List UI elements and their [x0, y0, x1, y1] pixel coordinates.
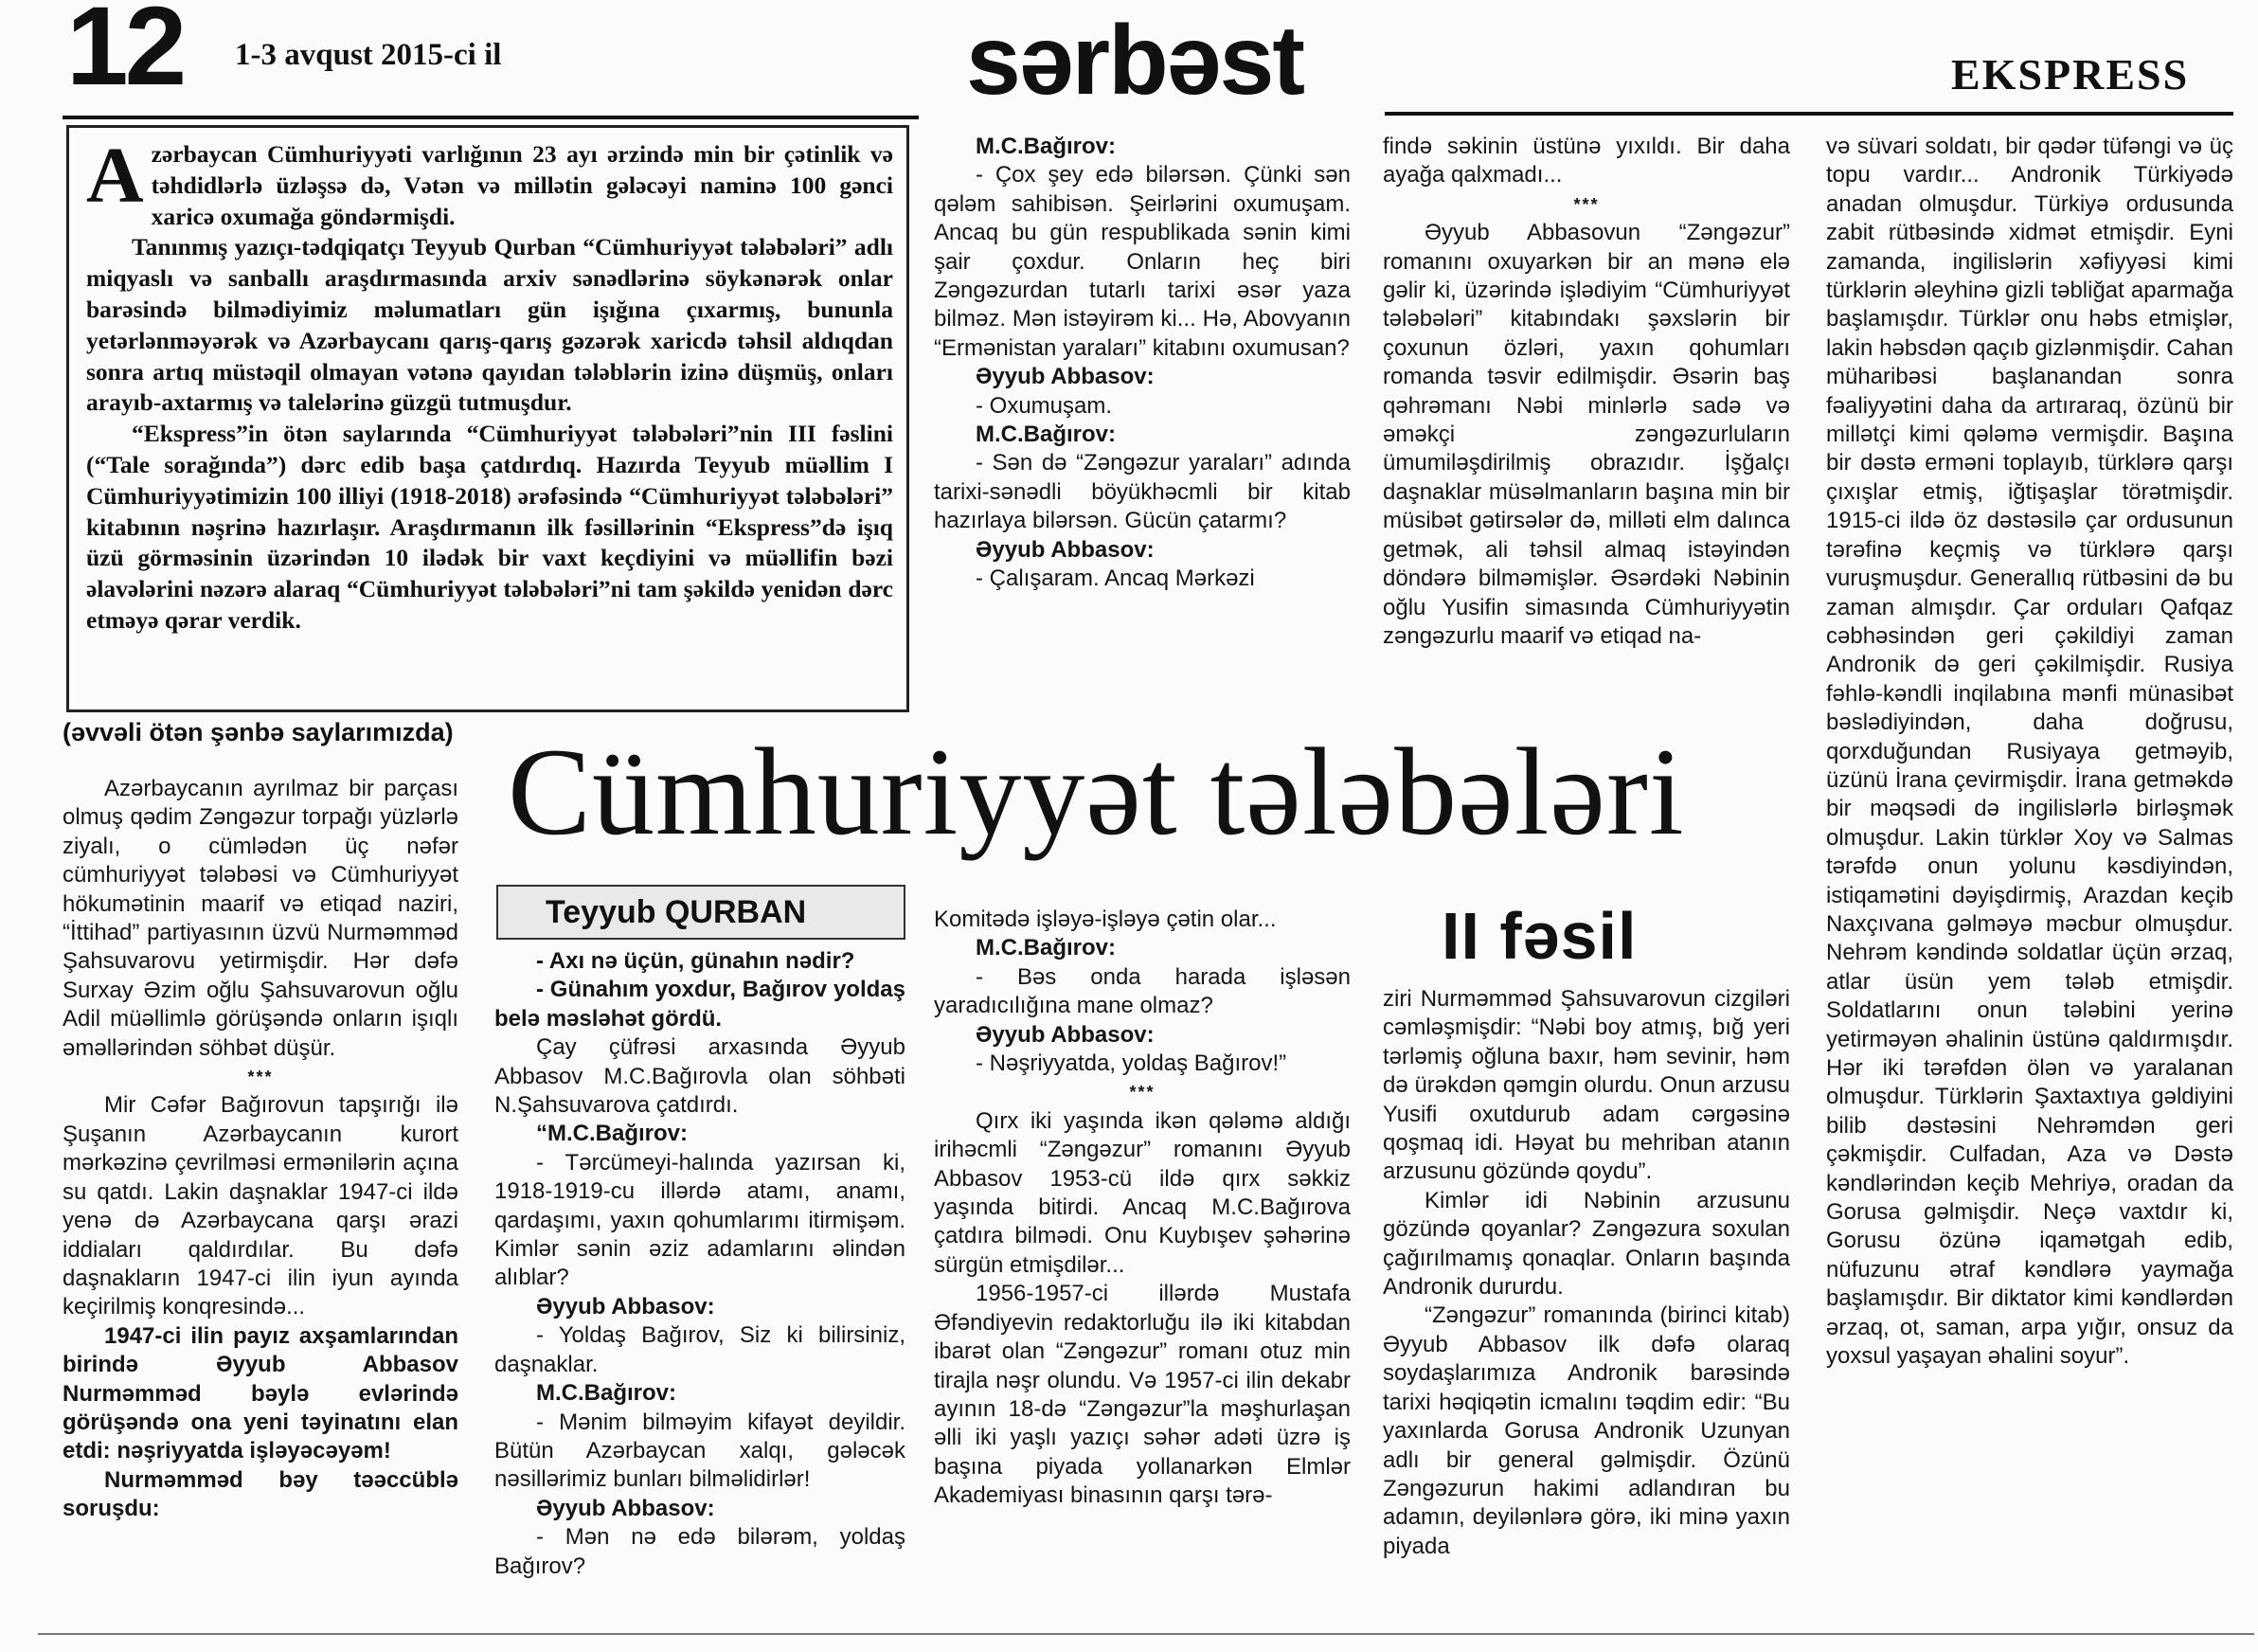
intro-paragraph-2: Tanınmış yazıçı-tədqiqatçı Teyyub Qurban “Cümhuriyyət tələbələri” adlı miqyaslı və sanballı araşdırmasında arxiv sənədlərinə söykənərək onlar barəsində bilmədiyimiz məlumatları gün işığına çıxarmış, bununla yetərlənməyərək və Azərbaycanı qarış-qarış gəzərək xaricdə təhsil aldıqdan sonra artıq müstəqil olmayan vətənə qayıdan tələblərin izinə düşmüş, onları arayıb-axtarmış və talelərinə güzgü tutmuşdur. [86, 233, 893, 417]
column-3-upper [934, 133, 1351, 594]
column-5 [1826, 133, 2233, 1371]
dialogue-answer: - Günahım yoxdur, Bağırov yoldaş belə məsləhət gördü. [494, 977, 905, 1032]
masthead-rule-right [1385, 112, 2233, 116]
col4-paragraph: ziri Nurməmməd Şahsuvarovun cizgiləri cəmləşmişdir: “Nəbi boy atmış, bığ yeri tərləmiş oğluna baxır, həm sevinir, həm də ürəkdən qəmgin olurdu. Onun arzusu Yusifi oxutdurub adam cərgəsinə qoşmaq idi. Həyat bu mehriban atanın arzusunu gözündə qoydu”. [1383, 986, 1790, 1185]
dialogue-line: - Sən də “Zəngəzur yaraları” adında tarixi-sənədli böyükhəcmli bir kitab hazırlaya bilərsən. Gücün çatarmı? [934, 450, 1351, 534]
chapter-title: II fəsil [1442, 899, 1638, 973]
dialogue-line: - Oxumuşam. [976, 392, 1113, 419]
intro-paragraph-3: “Ekspress”in ötən saylarında “Cümhuriyyət tələbələri”nin III fəslini (“Tale sorağında”) dərc edib başa çatdırdıq. Hazırda Teyyub müəllim I Cümhuriyyətimizin 100 illiyi (1918-2018) ərəfəsində “Cümhuriyyət tələbələri” kitabının nəşrinə hazırlaşır. Araşdırmanın ilk fəsillərinin “Ekspress”də işıq üzü görməsinin üzərindən 10 ilədək bir vaxt keçdiyini və müəllifin bəzi əlavələrini nəzərə alaraq “Cümhuriyyət tələbələri”ni tam şəkildə yenidən dərc etməyə qərar verdik. [86, 420, 893, 634]
col4-paragraph: Əyyub Abbasovun “Zəngəzur” romanını oxuyarkən bir an mənə elə gəlir ki, üzərində işlədiyim “Cümhuriyyət tələbələri” kitabındakı şəxslərin bir çoxunun özləri, yaxın qohumları romanda təsvir edilmişdir. Əsərin baş qəhrəmanı Nəbi minlərlə sadə və əməkçi zəngəzurluların ümumiləşdirilmiş obrazıdır. İşğalçı daşnaklar müsəlmanların başına min bir müsibət gətirsələr də, milləti elm dalınca getmək, ali təhsil almaq istəyindən döndərə bilməmişlər. Əsərdəki Nəbinin oğlu Yusifin simasında Cümhuriyyətin zəngəzurlu maarif və etiqad na- [1383, 220, 1790, 649]
column-3-lower [934, 906, 1351, 1511]
column-2 [494, 947, 905, 1581]
dialogue-line: - Yoldaş Bağırov, Siz ki bilirsiniz, daşnaklar. [494, 1322, 905, 1377]
column-4-lower [1383, 985, 1790, 1561]
col1-paragraph-bold: 1947-ci ilin payız axşamlarından birində Əyyub Abbasov Nurməmməd bəylə evlərində görüşəndə ona yeni təyinatını elan etdi: nəşriyyatda işləyəcəyəm! [63, 1322, 458, 1464]
column-1 [63, 775, 458, 1524]
newspaper-name: EKSPRESS [1951, 50, 2190, 99]
author-byline: Teyyub QURBAN [496, 885, 905, 940]
masthead-rule-left [63, 116, 919, 119]
intro-box [66, 125, 909, 712]
speaker-label: Əyyub Abbasov: [976, 364, 1155, 390]
drop-cap: A [86, 132, 144, 220]
dialogue-line: - Mənim bilməyim kifayət deyildir. Bütün Azərbaycan xalqı, gələcək nəsillərimiz bunları bilməlidirlər! [494, 1409, 905, 1493]
speaker-label: M.C.Bağırov: [976, 935, 1117, 961]
dialogue-line: - Nəşriyyatda, yoldaş Bağırov!” [976, 1050, 1287, 1077]
col4-paragraph: Kimlər idi Nəbinin arzusunu gözündə qoyanlar? Zəngəzura soxulan çağırılmamış qonaqlar. Onların başında Andronik dururdu. [1383, 1187, 1790, 1301]
col3-paragraph: 1956-1957-ci illərdə Mustafa Əfəndiyevin redaktorluğu ilə iki kitabdan ibarət olan “Zəngəzur” romanı otuz min tirajla nəşr olundu. Və 1957-ci ilin dekabr ayının 18-də “Zəngəzur”la məşhurlaşan əlli iki yaşlı yazıçı səhər adəti üzrə iş başına piyada yollanarkən Elmlər Akademiyası binasının qarşı tərə- [934, 1281, 1351, 1509]
column-4-upper [1383, 133, 1790, 651]
speaker-label: M.C.Bağırov: [976, 422, 1117, 448]
dialogue-line: - Bəs onda harada işləsən yaradıcılığına mane olmaz? [934, 963, 1351, 1019]
continuation-note: (əvvəli ötən şənbə saylarımızda) [63, 718, 454, 746]
dialogue-line: - Mən nə edə bilərəm, yoldaş Bağırov? [494, 1524, 905, 1579]
dialogue-question: - Axı nə üçün, günahın nədir? [536, 948, 855, 974]
col1-paragraph: Mir Cəfər Bağırovun tapşırığı ilə Şuşanın Azərbaycanın kurort mərkəzinə çevrilməsi ermənilərin açına su qatdı. Lakin daşnaklar 1947-ci ildə yenə də Azərbaycana qarşı ərazi iddiaları qaldırdılar. Bu dəfə daşnakların 1947-ci ilin iyun ayında keçirilmiş konqresində... [63, 1092, 458, 1320]
dialogue-line: - Tərcümeyi-halında yazırsan ki, 1918-1919-cu illərdə atamı, anamı, qardaşımı, yaxın qohumlarımı itirmişəm. Kimlər sənin əziz adamlarını əlindən alıblar? [494, 1149, 905, 1291]
page-bottom-rule [38, 1633, 2254, 1635]
section-separator: *** [1573, 194, 1600, 214]
col1-paragraph-bold: Nurməmməd bəy təəccüblə soruşdu: [63, 1466, 458, 1522]
section-separator: *** [247, 1068, 274, 1087]
page-number: 12 [66, 0, 184, 109]
col4-paragraph: fində səkinin üstünə yıxıldı. Bir daha ayağa qalxmadı... [1383, 134, 1790, 189]
col3-paragraph: Qırx iki yaşında ikən qələmə aldığı irihəcmli “Zəngəzur” romanını Əyyub Abbasov 1953-cü ildə qırx səkkiz yaşında bitirdi. Ancaq M.C.Bağırova çatdıra bilmədi. Onu Kuybışev şəhərinə sürgün etmişdilər... [934, 1107, 1351, 1278]
col4-paragraph: “Zəngəzur” romanında (birinci kitab) Əyyub Abbasov ilk dəfə olaraq soydaşlarımıza Andronik barəsində tarixi həqiqətin icmalını təqdim edir: “Bu yaxınlarda Gorusa Andronik Uzunyan adlı bir general gəlmişdir. Özünü Zəngəzurun hakimi adlandıran bu adamın, deyilənlərə görə, iki minə yaxın piyada [1383, 1302, 1790, 1559]
dialogue-line: Komitədə işləyə-işləyə çətin olar... [934, 907, 1277, 932]
speaker-label: Əyyub Abbasov: [536, 1293, 715, 1320]
col2-paragraph: Çay çüfrəsi arxasında Əyyub Abbasov M.C.Bağırovla olan söhbəti N.Şahsuvarova çatdırdı. [494, 1034, 905, 1119]
speaker-label: M.C.Bağırov: [536, 1380, 677, 1407]
speaker-label: M.C.Bağırov: [976, 134, 1117, 159]
intro-paragraph-1: Azərbaycan Cümhuriyyəti varlığının 23 ayı ərzində min bir çətinlik və təhdidlərlə üzləşsə də, Vətən və millətin gələcəyi naminə 100 gənci xaricə oxumağa göndərmişdi. [86, 132, 893, 230]
speaker-label: “M.C.Bağırov: [536, 1121, 689, 1147]
speaker-label: Əyyub Abbasov: [976, 536, 1155, 563]
speaker-label: Əyyub Abbasov: [976, 1021, 1155, 1048]
section-separator: *** [1129, 1083, 1156, 1103]
col5-paragraph: və süvari soldatı, bir qədər tüfəngi və üç topu vardır... Andronik Türkiyədə anadan olmuşdur. Türkiyə ordusunda zabit rütbəsində xidmət etmişdir. Eyni zamanda, ingilislərin xəfiyyəsi kimi türklərin əleyhinə gizli təbliğat aparmağa başlamışdır. Türklər onu həbs etmişlər, lakin həbsdən qaçıb gizlənmişdir. Cahan müharibəsi başlanandan sonra fəaliyyətini daha da artıraraq, özünü bir millətçi kimi qələmə vermişdir. Başına bir dəstə erməni toplayıb, türklərə qarşı çıxışlar etmiş, iğtişaşlar törətmişdir. 1915-ci ildə öz dəstəsilə çar ordusunun tərəfinə keçmiş və türklərə qarşı vuruşmuşdur. Generallıq rütbəsini də bu zaman almışdır. Çar orduları Qafqaz cəbhəsindən geri çəkildiyi zaman Andronik də geri çəkilmişdir. Rusiya fəhlə-kəndli inqilabına mənfi münasibət bəslədiyindən, daha doğrusu, qorxduğundan Rusiyaya getməyib, üzünü İrana çevirmişdir. İrana getməkdə bir məqsədi də ingilislərlə birləşmək olmuşdur. Lakin türklər Xoy və Salmas tərəfdə onun yolunu kəsdiyindən, istiqamətini dəyişdirmiş, Arazdan keçib Naxçıvana gəlməyə məcbur olmuşdur. Nehrəm kəndində soldatlar üçün ərzaq, atlar üsün yem tələb etmişdir. Soldatlarını onun tələbini yerinə yetirməyən əhalinin üstünə qaldırmışdır. Hər iki tərəfdən ölən və yaralanan olmuşdur. Türklərin Şaxtaxtıya gəldiyini bilib dəstəsini Nehrəmdən geri çəkmişdir. Culfadan, Aza və Dəstə kəndlərindən keçib Mehriyə, oradan da Gorusa gəlmişdir. Neçə vaxtdır ki, Gorusu özünə iqamətgah edib, nüfuzunu ətraf kəndlərə yaymağa başlamışdır. Bir diktator kimi kəndlərdən ərzaq, ot, saman, arpa yığır, onsuz da yoxsul yaşayan əhalini soyur”. [1826, 134, 2233, 1370]
dialogue-line: - Çalışaram. Ancaq Mərkəzi [976, 566, 1255, 592]
section-name: sərbəst [966, 6, 1303, 116]
col1-paragraph: Azərbaycanın ayrılmaz bir parçası olmuş qədim Zəngəzur torpağı yüzlərlə ziyalı, o cümlədən üç nəfər cümhuriyyət tələbəsi və Cümhuriyyət hökumətinin maarif və etiqad naziri, “İttihad” partiyasının üzvü Nurməmməd Şahsuvarovu yetirmişdir. Hər dəfə Surxay Əzim oğlu Şahsuvarovun oğlu Adil müəllimlə görüşəndə onların işıqlı əməllərindən söhbət düşür. [63, 776, 458, 1061]
article-headline: Cümhuriyyət tələbələri [508, 722, 1685, 861]
speaker-label: Əyyub Abbasov: [536, 1495, 715, 1521]
dialogue-line: - Çox şey edə bilərsən. Çünki sən qələm sahibisən. Şeirlərini oxumuşam. Ancaq bu gün respublikada sənin kimi şair çoxdur. Onların heç biri Zəngəzurdan tutarlı tarixi əsər yaza bilməz. Mən istəyirəm ki... Hə, Abovyanın “Ermənistan yaraları” kitabını oxumusan? [934, 162, 1351, 361]
issue-date: 1-3 avqust 2015-ci il [235, 38, 502, 72]
